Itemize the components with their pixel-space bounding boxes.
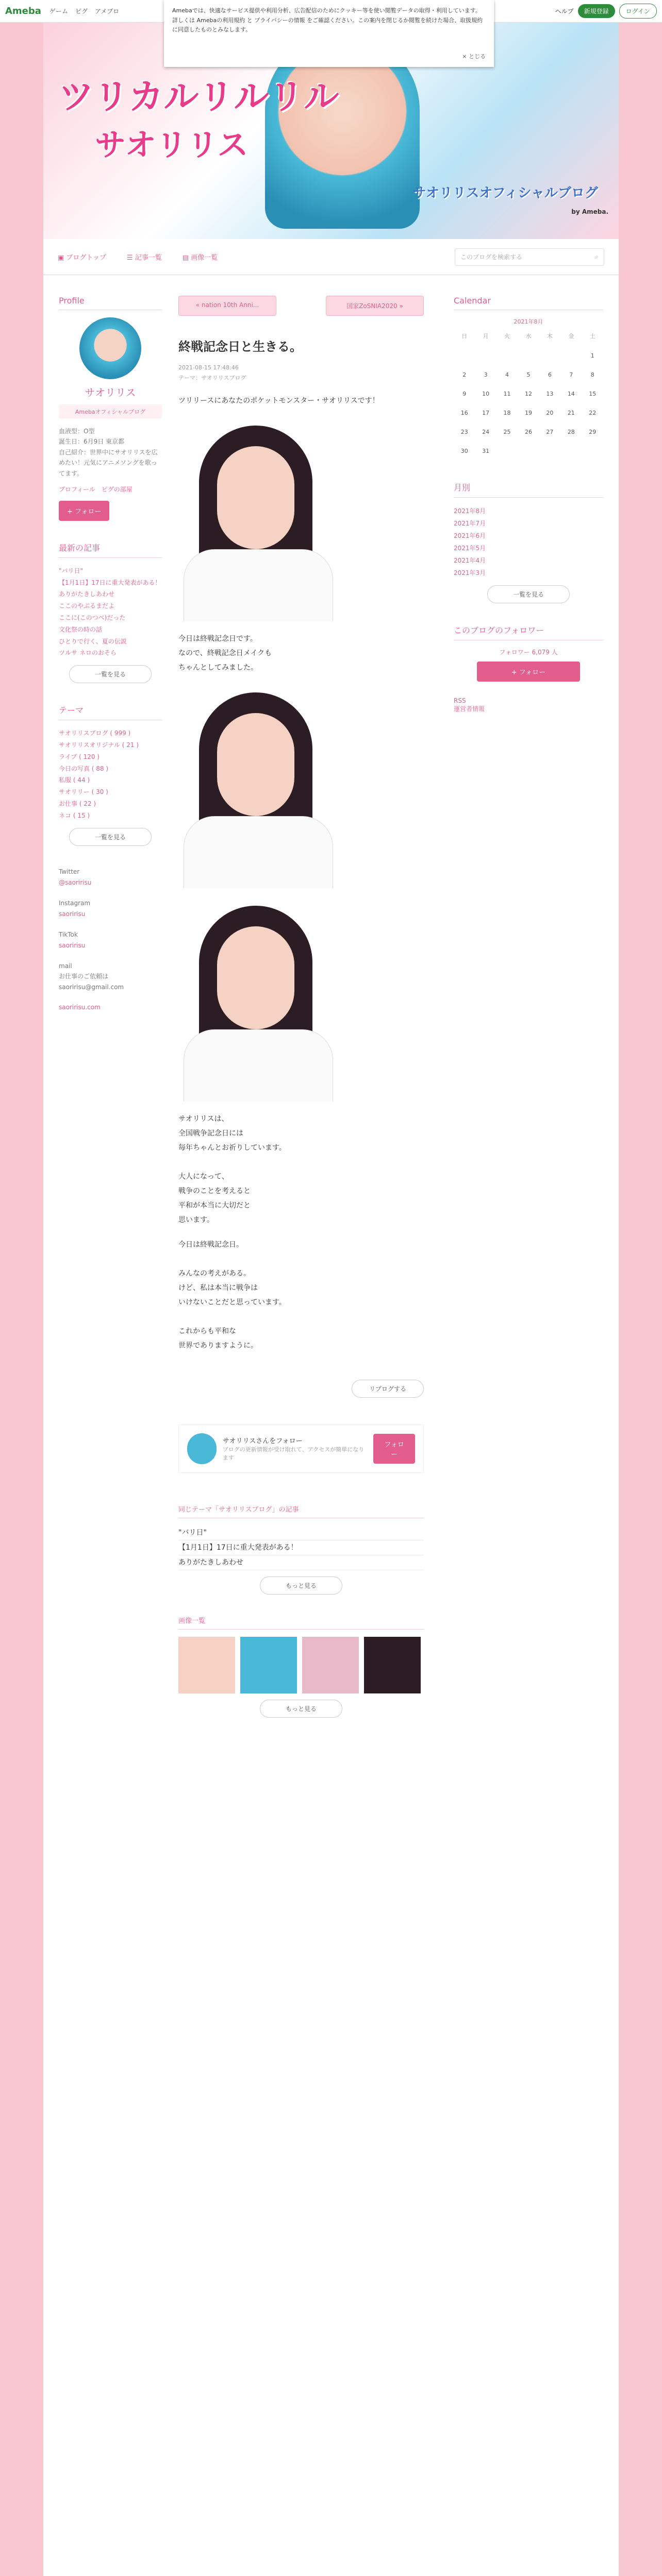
nav-game[interactable]: ゲーム [49, 8, 68, 15]
archive-item[interactable]: 2021年7月 [454, 520, 486, 527]
theme-list [59, 727, 162, 821]
calendar-day[interactable]: 5 [526, 371, 531, 378]
tiktok-label: TikTok [59, 930, 78, 938]
archive-item[interactable]: 2021年3月 [454, 569, 486, 577]
calendar-day[interactable]: 12 [524, 391, 532, 397]
login-button[interactable]: ログイン [619, 4, 657, 19]
calendar-day[interactable]: 23 [460, 429, 468, 435]
social-block [59, 867, 162, 1014]
follow-box-avatar [187, 1433, 217, 1464]
calendar-day[interactable]: 17 [482, 410, 490, 416]
theme-heading: テーマ [59, 704, 162, 720]
recent-item[interactable]: 【1月1日】17日に重大発表がある！ [59, 579, 161, 586]
followers-follow-button[interactable]: + フォロー [477, 662, 580, 682]
archive-item[interactable]: 2021年5月 [454, 545, 486, 552]
article-text-2: サオリリスは、 全国戦争記念日には 毎年ちゃんとお祈りしています。 大人になって、 戦争のことを考えると 平和が本当に大切だと 思います。 [178, 1114, 286, 1224]
article-text-1: 今日は終戦記念日です。 なので、終戦記念日メイクも ちゃんとしてみました。 [178, 634, 272, 672]
cookie-close-button[interactable]: × とじる [462, 53, 486, 60]
calendar-day [560, 346, 582, 365]
archive-heading: 月別 [454, 481, 603, 498]
related-item[interactable]: ありがたきしあわせ [178, 1555, 424, 1570]
nav-blog-top[interactable]: ▣ ブログトップ [58, 254, 107, 262]
calendar-day[interactable]: 21 [567, 410, 575, 416]
calendar-day[interactable]: 19 [524, 410, 532, 416]
calendar-day [496, 442, 518, 461]
theme-item[interactable]: お仕事 ( 22 ) [59, 800, 96, 807]
avatar[interactable] [79, 317, 141, 379]
calendar [454, 296, 603, 461]
main-column [178, 296, 424, 1724]
theme-item[interactable]: ライブ ( 120 ) [59, 753, 100, 760]
followers-heading: このブログのフォロワー [454, 624, 603, 640]
recent-item[interactable]: "バリ日" [59, 567, 84, 574]
header-title-1: ツリカルリルリル [59, 76, 339, 117]
calendar-weekday: 水 [525, 333, 532, 340]
nav-ameblo[interactable]: アメブロ [94, 8, 120, 15]
archive-item[interactable]: 2021年8月 [454, 507, 486, 515]
top-nav [49, 7, 119, 15]
recent-more-button[interactable]: 一覧を見る [69, 665, 152, 683]
related-heading: 同じテーマ「サオリリスブログ」の記事 [178, 1504, 424, 1518]
calendar-day[interactable]: 15 [589, 391, 597, 397]
calendar-day[interactable]: 9 [462, 391, 467, 397]
instagram-link[interactable]: saoririsu [59, 910, 86, 918]
instagram-label: Instagram [59, 899, 91, 907]
calendar-table [454, 326, 603, 461]
recent-item[interactable]: ありがたきしあわせ [59, 590, 115, 598]
profile-name[interactable]: サオリリス [85, 386, 136, 399]
calendar-weekday: 火 [504, 333, 510, 340]
calendar-day[interactable]: 20 [546, 410, 554, 416]
calendar-weekday: 月 [483, 333, 489, 340]
ameba-logo[interactable]: Ameba [5, 6, 41, 16]
calendar-day [539, 346, 560, 365]
calendar-day[interactable]: 1 [590, 352, 594, 359]
follow-box-title: サオリリスさんをフォロー [222, 1437, 303, 1446]
calendar-day [560, 442, 582, 461]
mail-label: mail [59, 962, 72, 970]
follow-box-button[interactable]: フォロー [373, 1434, 415, 1464]
help-link[interactable]: ヘルプ [555, 8, 574, 15]
calendar-day [475, 346, 496, 365]
archive-item[interactable]: 2021年4月 [454, 557, 486, 564]
recent-item[interactable]: ここのやぶるまだよ [59, 602, 115, 610]
image-strip [178, 1637, 424, 1693]
calendar-day[interactable]: 11 [503, 391, 511, 397]
signup-button[interactable]: 新規登録 [578, 4, 615, 18]
article-actions [178, 1374, 424, 1404]
top-actions [555, 4, 657, 19]
calendar-day[interactable]: 29 [589, 429, 597, 435]
article-text-3: 今日は終戦記念日。 みんなの考えがある。 けど、私は本当に戦争は いけないことだと思っています。 これからも平和な 世界でありますように。 [178, 1240, 286, 1350]
calendar-day[interactable]: 13 [546, 391, 554, 397]
article-pager [178, 296, 424, 316]
article-title[interactable]: 終戦記念日と生きる。 [178, 340, 302, 354]
archive-list [454, 505, 603, 579]
calendar-month: 2021年8月 [514, 318, 543, 325]
profile-bio: 血液型：O型 誕生日：6月9日 東京都 自己紹介：世界中にサオリリスを広めたい！元気にアニメソングを歌ってます。 [59, 428, 158, 477]
follow-box [178, 1425, 424, 1473]
calendar-weekday: 日 [461, 333, 468, 340]
profile-follow-button[interactable]: + フォロー [59, 501, 109, 521]
operator-link[interactable]: 運営者情報 [454, 705, 485, 713]
calendar-day[interactable]: 18 [503, 410, 511, 416]
right-sidebar [454, 296, 603, 713]
related-item[interactable]: 【1月1日】17日に重大発表がある！ [178, 1540, 424, 1555]
header-powered: by Ameba. [571, 208, 608, 215]
article-photo[interactable] [178, 682, 335, 888]
calendar-day [496, 346, 518, 365]
follow-box-sub: ブログの更新情報が受け取れて、アクセスが簡単になります [222, 1446, 365, 1462]
calendar-day[interactable]: 7 [569, 371, 573, 378]
cookie-notice-text: Amebaでは、快適なサービス提供や利用分析、広告配信のためにクッキー等を使い閲覧データの取得・利用しています。詳しくは Amebaの利用規約 と プライバシーの情報 をご確認ください。この案内を閉じるか閲覧を続けた場合、取扱規約に同意したものとみなします。 [172, 7, 483, 33]
calendar-day[interactable]: 30 [460, 448, 468, 454]
calendar-day [582, 442, 603, 461]
recent-item[interactable]: ひとりで行く、夏の伝説 [59, 637, 127, 645]
theme-item[interactable]: ネコ ( 15 ) [59, 811, 90, 819]
recent-heading: 最新の記事 [59, 541, 162, 558]
article-lead: ツリリースにあなたのポケットモンスター・サオリリスです！ [178, 396, 379, 405]
image-thumb[interactable] [178, 1637, 235, 1693]
image-thumb[interactable] [364, 1637, 421, 1693]
next-article-button[interactable]: 国家ZoSNIA2020 » [326, 296, 424, 316]
calendar-day[interactable]: 3 [484, 371, 488, 378]
official-badge: Amebaオフィシャルブログ [59, 404, 162, 419]
theme-item[interactable]: 私服 ( 44 ) [59, 776, 90, 784]
theme-item[interactable]: サオリリー ( 30 ) [59, 788, 108, 796]
calendar-weekday: 金 [568, 333, 574, 340]
rss-link[interactable]: RSS [454, 697, 466, 704]
calendar-weekday: 土 [589, 333, 595, 340]
twitter-link[interactable]: @saoririsu [59, 878, 92, 886]
blog-container [43, 23, 619, 2576]
cookie-notice [164, 0, 494, 67]
calendar-day[interactable]: 6 [548, 371, 552, 378]
article-photo[interactable] [178, 895, 335, 1101]
calendar-day [518, 442, 539, 461]
calendar-day[interactable]: 25 [503, 429, 511, 435]
profile-heading: Profile [59, 296, 162, 310]
recent-item[interactable]: ここに(このつべ)だった [59, 614, 126, 621]
related-item[interactable]: "バリ日" [178, 1526, 424, 1540]
calendar-day[interactable]: 16 [460, 410, 468, 416]
left-sidebar [59, 296, 162, 1013]
theme-more-button[interactable]: 一覧を見る [69, 828, 152, 846]
archive-more-button[interactable]: 一覧を見る [487, 585, 570, 603]
calendar-day[interactable]: 4 [505, 371, 509, 378]
calendar-heading: Calendar [454, 296, 603, 310]
theme-item[interactable]: サオリリスブログ ( 999 ) [59, 730, 131, 737]
calendar-day [454, 346, 475, 365]
search-icon[interactable]: ⌕ [595, 253, 599, 260]
calendar-day [518, 346, 539, 365]
tiktok-link[interactable]: saoririsu [59, 942, 86, 950]
related-more-button[interactable]: もっと見る [260, 1577, 342, 1595]
theme-item[interactable]: サオリリスオリジナル ( 21 ) [59, 741, 139, 749]
recent-list [59, 565, 162, 659]
mail-text: お仕事のご依頼は saoririsu@gmail.com [59, 973, 124, 991]
calendar-day[interactable]: 28 [567, 429, 575, 435]
calendar-day[interactable]: 31 [482, 448, 490, 454]
calendar-day[interactable]: 2 [462, 371, 467, 378]
calendar-day[interactable]: 10 [482, 391, 490, 397]
article-photo[interactable] [178, 415, 335, 621]
calendar-day [539, 442, 560, 461]
profile-links[interactable]: プロフィール ピグの部屋 [59, 485, 133, 493]
blog-nav [43, 239, 619, 275]
image-thumb[interactable] [240, 1637, 297, 1693]
images-heading: 画像一覧 [178, 1615, 424, 1630]
recent-item[interactable]: 文化祭の時の話 [59, 625, 103, 633]
prev-article-button[interactable]: « nation 10th Anni... [178, 296, 276, 316]
calendar-weekday: 木 [547, 333, 553, 340]
header-title-2: サオリリス [95, 127, 249, 163]
article-theme[interactable]: テーマ：サオリリスブログ [178, 374, 246, 381]
calendar-day[interactable]: 14 [567, 391, 575, 397]
theme-item[interactable]: 今日の写真 ( 88 ) [59, 765, 109, 772]
twitter-label: Twitter [59, 868, 80, 875]
calendar-day[interactable]: 24 [482, 429, 490, 435]
reblog-button[interactable]: リブログする [352, 1380, 424, 1398]
calendar-day[interactable]: 27 [546, 429, 554, 435]
calendar-day[interactable]: 26 [524, 429, 532, 435]
archive-item[interactable]: 2021年6月 [454, 532, 486, 539]
nav-image-list[interactable]: ▤ 画像一覧 [182, 254, 218, 262]
nav-article-list[interactable]: ☰ 記事一覧 [127, 254, 162, 262]
images-more-button[interactable]: もっと見る [260, 1700, 342, 1718]
header-brand[interactable]: サオリリスオフィシャルブログ [412, 185, 598, 201]
calendar-day[interactable]: 8 [590, 371, 594, 378]
calendar-day[interactable]: 22 [589, 410, 597, 416]
fanclub-link[interactable]: saoririsu.com [59, 1004, 101, 1011]
image-thumb[interactable] [302, 1637, 359, 1693]
article-date: 2021-08-15 17:48:46 [178, 364, 239, 371]
nav-pigg[interactable]: ピグ [75, 8, 88, 15]
follower-count[interactable]: フォロワー 6,079 人 [499, 649, 558, 656]
recent-item[interactable]: ツルサ ネロのおそら [59, 649, 117, 657]
blog-search-input[interactable]: このブログを検索する ⌕ [455, 248, 604, 266]
